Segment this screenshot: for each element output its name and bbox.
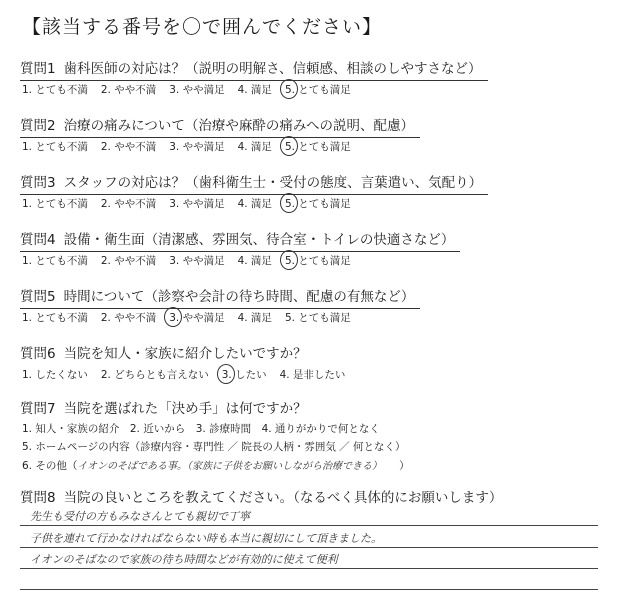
question-6 [20, 343, 610, 382]
option-3[interactable]: 3. やや満足 [169, 312, 225, 324]
option-5[interactable]: 5. とても満足 [284, 84, 351, 96]
q7-options-line-2[interactable]: 5. ホームページの内容（診療内容・専門性 ／ 院長の人柄・雰囲気 ／ 何となく） [22, 441, 406, 453]
option-4[interactable]: 4. 満足 [237, 84, 272, 96]
option-5[interactable]: 5. とても満足 [284, 312, 351, 324]
question-2 [20, 115, 610, 154]
option-3[interactable]: 3. したい [221, 369, 267, 381]
option-1[interactable]: 1. とても不満 [22, 255, 88, 267]
option-5[interactable]: 5. とても満足 [284, 198, 351, 210]
option-3[interactable]: 3. やや満足 [169, 198, 225, 210]
question-title: 当院を知人・家族に紹介したいですか？ [63, 346, 307, 362]
q7-other-close: ） [399, 460, 410, 472]
question-title: 当院を選ばれた「決め手」は何ですか？ [63, 401, 307, 417]
option-2[interactable]: 2. やや不満 [100, 198, 157, 210]
comment-line-3[interactable]: イオンのそばなので家族の待ち時間などが有効的に使えて便利 [30, 553, 338, 566]
answer-rule [20, 589, 598, 590]
question-number: 質問3 [20, 175, 56, 191]
option-4[interactable]: 4. 満足 [237, 198, 272, 210]
option-3[interactable]: 3. やや満足 [169, 141, 225, 153]
question-title: 設備・衛生面（清潔感、雰囲気、待合室・トイレの快適さなど） [63, 232, 455, 248]
question-title: 時間について（診察や会計の待ち時間、配慮の有無など） [63, 289, 415, 305]
option-1[interactable]: 1. とても不満 [22, 198, 88, 210]
q7-other-label: 6. その他（ [22, 460, 78, 472]
option-1[interactable]: 1. とても不満 [22, 84, 88, 96]
option-1[interactable]: 1. とても不満 [22, 312, 88, 324]
options-row [22, 310, 610, 325]
q7-options-line-1[interactable]: 1. 知人・家族の紹介 2. 近いから 3. 診療時間 4. 通りがかりで何となく [22, 423, 380, 435]
option-4[interactable]: 4. 是非したい [279, 369, 346, 381]
option-1[interactable]: 1. とても不満 [22, 141, 88, 153]
option-4[interactable]: 4. 満足 [237, 255, 272, 267]
question-number: 質問7 [20, 401, 56, 417]
option-2[interactable]: 2. やや不満 [100, 255, 157, 267]
comment-line-1[interactable]: 先生も受付の方もみなさんとても親切で丁寧 [30, 510, 250, 523]
q7-other-handwritten[interactable]: イオンのそばである事。（家族に子供をお願いしながら治療できる） [77, 461, 378, 472]
option-2[interactable]: 2. やや不満 [100, 141, 157, 153]
question-number: 質問4 [20, 232, 56, 248]
option-5[interactable]: 5. とても満足 [284, 141, 351, 153]
question-title: スタッフの対応は？（歯科衛生士・受付の態度、言葉遣い、気配り） [63, 175, 483, 191]
question-number: 質問5 [20, 289, 56, 305]
question-number: 質問2 [20, 118, 56, 134]
question-number: 質問1 [20, 61, 56, 77]
options-row [22, 82, 610, 97]
page-header: 【該当する番号を〇で囲んでください】 [22, 16, 383, 38]
answer-rule [20, 547, 598, 548]
question-5 [20, 286, 610, 325]
question-title: 治療の痛みについて（治療や麻酔の痛みへの説明、配慮） [63, 118, 415, 134]
answer-rule [20, 568, 598, 569]
option-4[interactable]: 4. 満足 [237, 141, 272, 153]
options-row [22, 253, 610, 268]
options-row [22, 139, 610, 154]
question-1 [20, 58, 610, 97]
options-row [22, 367, 610, 382]
option-1[interactable]: 1. したくない [22, 369, 88, 381]
options-row [22, 196, 610, 211]
question-3 [20, 172, 610, 211]
option-3[interactable]: 3. やや満足 [169, 255, 225, 267]
option-4[interactable]: 4. 満足 [237, 312, 272, 324]
question-7 [20, 398, 610, 473]
option-2[interactable]: 2. やや不満 [100, 312, 157, 324]
option-2[interactable]: 2. どちらとも言えない [100, 369, 209, 381]
question-number: 質問6 [20, 346, 56, 362]
question-4 [20, 229, 610, 268]
answer-rule [20, 525, 598, 526]
question-title: 当院の良いところを教えてください。（なるべく具体的にお願いします） [63, 490, 503, 506]
question-8 [20, 487, 610, 507]
question-title: 歯科医師の対応は？（説明の明解さ、信頼感、相談のしやすさなど） [63, 61, 482, 77]
option-5[interactable]: 5. とても満足 [284, 255, 351, 267]
option-3[interactable]: 3. やや満足 [169, 84, 225, 96]
option-2[interactable]: 2. やや不満 [100, 84, 157, 96]
comment-line-2[interactable]: 子供を連れて行かなければならない時も本当に親切にして頂きました。 [30, 532, 382, 545]
q7-other-line [22, 457, 610, 473]
question-number: 質問8 [20, 490, 56, 506]
